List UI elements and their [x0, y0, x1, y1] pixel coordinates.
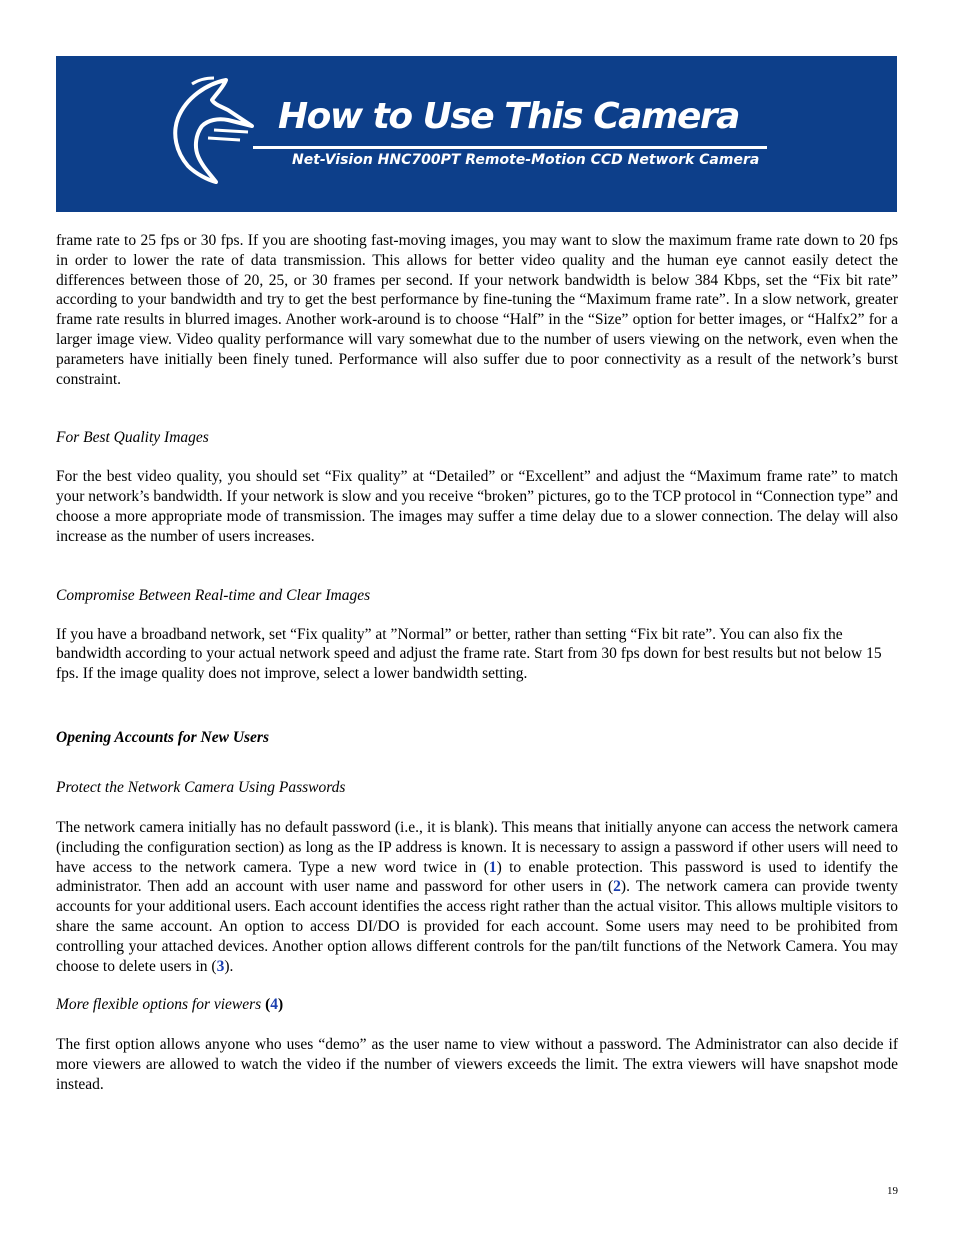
paragraph-flexible-options: The first option allows anyone who uses “demo” as the user name to view without a password. The Administrator can also decide if more viewers are allowed to watch the video if the number of viewers exceeds the limit. The extra viewers will have snapshot mode instead.	[56, 1036, 898, 1093]
header-banner	[56, 56, 897, 212]
heading-opening-accounts: Opening Accounts for New Users	[56, 728, 269, 746]
heading-ref-close: )	[278, 996, 284, 1014]
heading-protect-passwords: Protect the Network Camera Using Passwords	[56, 778, 346, 796]
heading-flexible-options-text: More flexible options for viewers	[56, 996, 262, 1014]
paragraph-passwords	[56, 818, 898, 976]
paragraph-passwords-part-a: The network camera initially has no default password (i.e., it is blank). This means that initially anyone can access the network camera (including the configuration section) as long as the IP address is known. It is necessary to assign a password if other users will need to have access to the network camera. Type a new word twice in (	[56, 818, 898, 876]
paragraph-best-quality: For the best video quality, you should set “Fix quality” at “Detailed” or “Excellent” and adjust the “Maximum frame rate” to match your network’s bandwidth. If your network is slow and you receive “broken” pictures, go to the TCP protocol in “Connection type” and choose a more appropriate mode of transmission. The images may suffer a time delay due to a slower connection. The delay will also increase as the number of users increases.	[56, 468, 898, 545]
banner-title: How to Use This Camera	[278, 96, 739, 137]
heading-compromise: Compromise Between Real-time and Clear Images	[56, 586, 371, 604]
heading-flexible-options	[56, 995, 898, 1015]
document-body	[56, 231, 898, 1095]
heading-ref-open: (	[261, 996, 271, 1014]
paragraph-compromise: If you have a broadband network, set “Fix quality” at ”Normal” or better, rather than setting “Fix bit rate”. You can also fix the bandwidth according to your actual network speed and adjust the frame rate. Start from 30 fps down for best results but not below 15 fps. If the image quality does not improve, select a lower bandwidth setting.	[56, 625, 882, 683]
paragraph-frame-rate: frame rate to 25 fps or 30 fps. If you are shooting fast-moving images, you may want to slow the maximum frame rate down to 20 fps in order to lower the rate of data transmission. This allows for better video quality and the human eye cannot easily detect the differences between those of 20, 25, or 30 frames per second. If your network bandwidth is below 384 Kbps, set the “Fix bit rate” according to your bandwidth and try to get the best performance by fine-tuning the “Maximum frame rate”. In a slow network, greater frame rate results in blurred images. Another work-around is to choose “Half” in the “Size” option for better images, or “Halfx2” for a larger image view. Video quality performance will vary somewhat due to the number of users viewing on the network, even when the parameters have initially been finely tuned. Performance will also suffer due to poor connectivity as a result of the network’s burst constraint.	[56, 232, 898, 388]
page-number: 19	[887, 1185, 898, 1197]
reference-2: 2	[613, 878, 621, 896]
heading-best-quality: For Best Quality Images	[56, 429, 209, 447]
reference-3: 3	[216, 957, 225, 975]
paragraph-passwords-part-d: ).	[224, 957, 234, 975]
banner-subtitle: Net-Vision HNC700PT Remote-Motion CCD Network Camera	[292, 152, 760, 168]
eagle-head-icon	[168, 74, 258, 194]
reference-1: 1	[488, 858, 497, 876]
banner-divider	[253, 146, 767, 149]
paragraph-passwords-part-b: ) to enable protection. This password is used to identify the administrator. Then add an account with user name and password for other users in (	[56, 858, 898, 896]
paragraph-passwords-part-c: ). The network camera can provide twenty accounts for your additional users. Each account identifies the access right rather than the actual visitor. This allows multiple visitors to share the same account. An option to access DI/DO is provided for each account. Some users may need to be prohibited from controlling your attached devices. Another option allows different controls for the pan/tilt functions of the Network Camera. You may choose to delete users in (	[56, 878, 898, 975]
reference-4: 4	[270, 996, 278, 1014]
